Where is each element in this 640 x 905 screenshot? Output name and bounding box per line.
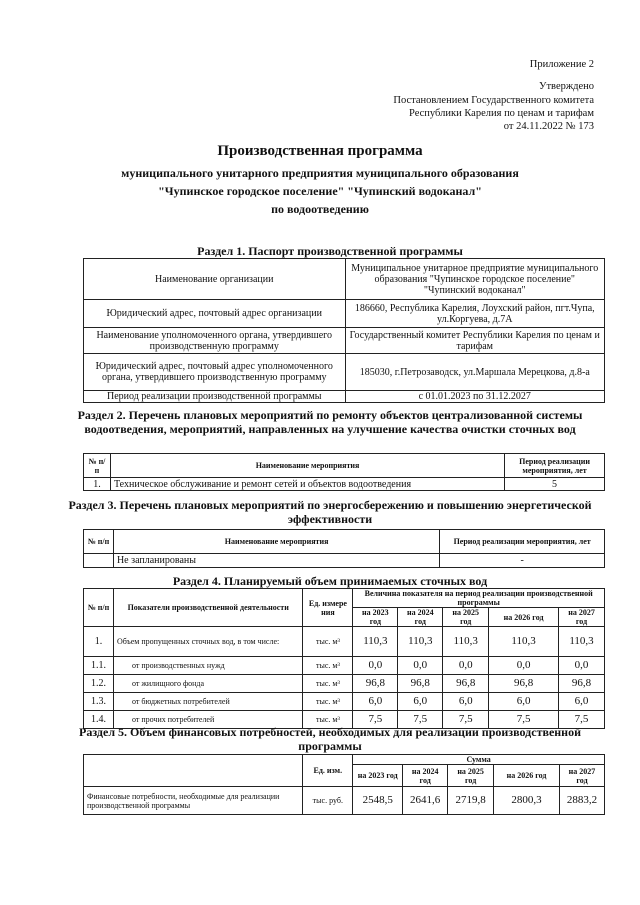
passport-value: 186660, Республика Карелия, Лоухский район, пгт.Чупа, ул.Коргуева, д.7А xyxy=(345,300,605,328)
row-unit: тыс. м³ xyxy=(303,711,353,729)
row-value: 110,3 xyxy=(559,627,605,657)
passport-value: Муниципальное унитарное предприятие муниципального образования "Чупинское городское поселение" "Чупинский водоканал" xyxy=(345,259,605,300)
repair-measures-table xyxy=(83,453,605,491)
col-num-header: № п/п xyxy=(84,454,111,478)
row-value: 96,8 xyxy=(443,675,489,693)
row-num: 1. xyxy=(84,627,114,657)
row-value: 6,0 xyxy=(489,693,559,711)
row-value: 2883,2 xyxy=(559,787,604,815)
row-value: 2719,8 xyxy=(448,787,494,815)
table-row xyxy=(84,693,605,711)
document-title: Производственная программа xyxy=(217,143,423,159)
table-header-row xyxy=(84,755,605,765)
year-header: на 2024 год xyxy=(398,608,443,627)
table-row xyxy=(84,300,605,328)
row-unit: тыс. м³ xyxy=(303,657,353,675)
row-name: Финансовые потребности, необходимые для реализации производственной программы xyxy=(84,787,303,815)
row-value: 2641,6 xyxy=(403,787,448,815)
table-row xyxy=(84,259,605,300)
row-num: 1.3. xyxy=(84,693,114,711)
col-blank-header xyxy=(84,755,303,787)
row-name: Не запланированы xyxy=(113,554,439,568)
energy-measures-table xyxy=(83,529,605,568)
row-value: 96,8 xyxy=(353,675,398,693)
year-header: на 2023 год xyxy=(353,608,398,627)
table-row xyxy=(84,787,605,815)
section-1-heading: Раздел 1. Паспорт производственной программы xyxy=(197,244,463,258)
row-name: Объем пропущенных сточных вод, в том числе: xyxy=(113,627,303,657)
col-unit-header: Ед. измере ния xyxy=(303,589,353,627)
row-name: от бюджетных потребителей xyxy=(113,693,303,711)
row-value: 110,3 xyxy=(489,627,559,657)
year-header: на 2027 год xyxy=(559,608,605,627)
row-num: 1.4. xyxy=(84,711,114,729)
row-value: 0,0 xyxy=(398,657,443,675)
row-value: 0,0 xyxy=(353,657,398,675)
year-header: на 2027 год xyxy=(559,765,604,787)
col-indicator-header: Показатели производственной деятельности xyxy=(113,589,303,627)
row-value: 96,8 xyxy=(398,675,443,693)
table-header-row xyxy=(84,530,605,554)
section-3-heading: Раздел 3. Перечень плановых мероприятий по энергосбережению и повышению энергетической эффективности xyxy=(68,498,592,526)
col-num-header: № п/п xyxy=(84,530,114,554)
row-value: 6,0 xyxy=(398,693,443,711)
row-name: Техническое обслуживание и ремонт сетей и объектов водоотведения xyxy=(110,478,504,491)
financial-needs-table xyxy=(83,754,605,815)
row-value: 96,8 xyxy=(559,675,605,693)
row-num: 1.2. xyxy=(84,675,114,693)
row-value: 2800,3 xyxy=(494,787,560,815)
col-sum-header: Сумма xyxy=(353,755,605,765)
table-row xyxy=(84,657,605,675)
col-unit-header: Ед. изм. xyxy=(303,755,353,787)
row-value: 96,8 xyxy=(489,675,559,693)
row-name: от жилищного фонда xyxy=(113,675,303,693)
row-name: от прочих потребителей xyxy=(113,711,303,729)
table-row xyxy=(84,675,605,693)
table-row xyxy=(84,554,605,568)
row-unit: тыс. м³ xyxy=(303,693,353,711)
resolution-line-1: Постановлением Государственного комитета xyxy=(393,95,594,106)
col-name-header: Наименование мероприятия xyxy=(113,530,439,554)
table-header-row xyxy=(84,589,605,608)
table-row xyxy=(84,328,605,354)
passport-value: Государственный комитет Республики Карелия по ценам и тарифам xyxy=(345,328,605,354)
passport-label: Наименование уполномоченного органа, утвердившего производственную программу xyxy=(84,328,346,354)
year-header: на 2025 год xyxy=(448,765,494,787)
year-header: на 2023 год xyxy=(353,765,403,787)
passport-label: Юридический адрес, почтовый адрес уполномоченного органа, утвердившего производственную программу xyxy=(84,354,346,391)
year-header: на 2025 год xyxy=(443,608,489,627)
passport-value: 185030, г.Петрозаводск, ул.Маршала Мерецкова, д.8-а xyxy=(345,354,605,391)
row-value: 7,5 xyxy=(353,711,398,729)
row-value: 110,3 xyxy=(443,627,489,657)
row-period: 5 xyxy=(505,478,605,491)
passport-value: с 01.01.2023 по 31.12.2027 xyxy=(345,391,605,403)
table-header-row xyxy=(84,454,605,478)
title-line-1: муниципального унитарного предприятия муниципального образования xyxy=(121,166,519,180)
passport-label: Период реализации производственной программы xyxy=(84,391,346,403)
row-value: 6,0 xyxy=(559,693,605,711)
row-period: - xyxy=(440,554,605,568)
approved-label: Утверждено xyxy=(539,81,594,92)
section-5-heading: Раздел 5. Объем финансовых потребностей, необходимых для реализации производственной программы xyxy=(78,725,582,753)
resolution-line-2: Республики Карелия по ценам и тарифам xyxy=(409,108,594,119)
passport-label: Юридический адрес, почтовый адрес организации xyxy=(84,300,346,328)
row-value: 0,0 xyxy=(489,657,559,675)
passport-label: Наименование организации xyxy=(84,259,346,300)
row-value: 110,3 xyxy=(353,627,398,657)
row-value: 2548,5 xyxy=(353,787,403,815)
table-row xyxy=(84,354,605,391)
row-num xyxy=(84,554,114,568)
row-value: 7,5 xyxy=(443,711,489,729)
row-num: 1. xyxy=(84,478,111,491)
col-values-header: Величина показателя на период реализации производственной программы xyxy=(353,589,605,608)
wastewater-volume-table xyxy=(83,588,605,729)
col-period-header: Период реализации мероприятия, лет xyxy=(440,530,605,554)
table-row xyxy=(84,627,605,657)
col-name-header: Наименование мероприятия xyxy=(110,454,504,478)
row-value: 7,5 xyxy=(489,711,559,729)
title-line-3: по водоотведению xyxy=(271,202,369,216)
row-unit: тыс. руб. xyxy=(303,787,353,815)
row-value: 6,0 xyxy=(443,693,489,711)
table-row xyxy=(84,391,605,403)
row-value: 110,3 xyxy=(398,627,443,657)
resolution-date: от 24.11.2022 № 173 xyxy=(503,121,594,132)
col-period-header: Период реализации мероприятия, лет xyxy=(505,454,605,478)
row-unit: тыс. м³ xyxy=(303,675,353,693)
section-2-heading: Раздел 2. Перечень плановых мероприятий по ремонту объектов централизованной системы водоотведения, мероприятий, направленных на улучшение качества очистки сточных вод xyxy=(77,408,583,436)
year-header: на 2026 год xyxy=(494,765,560,787)
row-unit: тыс. м³ xyxy=(303,627,353,657)
year-header: на 2026 год xyxy=(489,608,559,627)
row-value: 7,5 xyxy=(398,711,443,729)
passport-table xyxy=(83,258,605,403)
row-value: 6,0 xyxy=(353,693,398,711)
appendix-label: Приложение 2 xyxy=(529,59,594,70)
col-num-header: № п/п xyxy=(84,589,114,627)
row-value: 7,5 xyxy=(559,711,605,729)
section-4-heading: Раздел 4. Планируемый объем принимаемых сточных вод xyxy=(172,574,488,588)
title-line-2: "Чупинское городское поселение" "Чупинский водоканал" xyxy=(158,184,482,198)
row-name: от производственных нужд xyxy=(113,657,303,675)
row-num: 1.1. xyxy=(84,657,114,675)
row-value: 0,0 xyxy=(559,657,605,675)
year-header: на 2024 год xyxy=(403,765,448,787)
row-value: 0,0 xyxy=(443,657,489,675)
table-row xyxy=(84,478,605,491)
